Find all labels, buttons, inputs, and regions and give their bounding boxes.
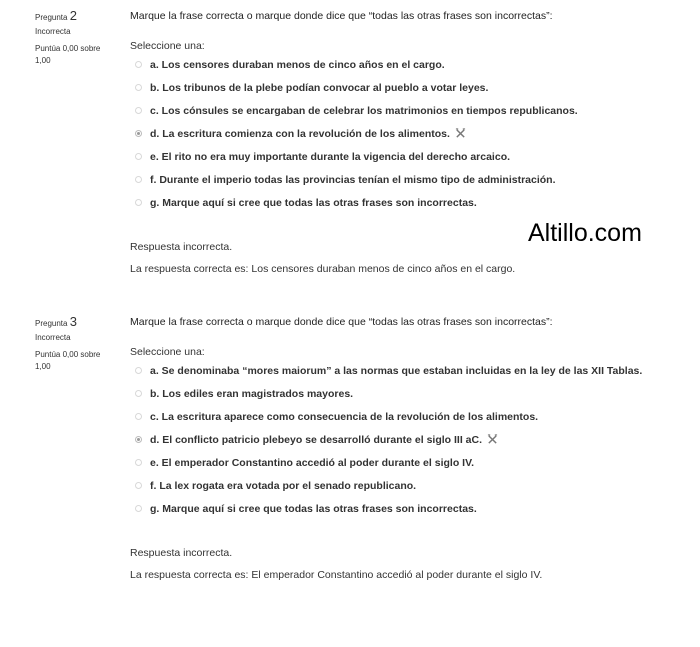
answer-option[interactable] (130, 53, 690, 76)
answer-prompt: Seleccione una: (130, 346, 205, 358)
answer-label: c. Los cónsules se encargaban de celebrar los matrimonios en tiempos republicanos. (150, 104, 578, 117)
radio-button[interactable] (135, 199, 142, 206)
radio-button[interactable] (135, 413, 142, 420)
answer-label: c. La escritura aparece como consecuencia de la revolución de los alimentos. (150, 410, 539, 423)
incorrect-x-icon (455, 128, 466, 139)
answer-label: d. La escritura comienza con la revolución de los alimentos. (150, 127, 450, 140)
question-number: Pregunta 3 (35, 314, 77, 329)
question-state: Incorrecta (35, 333, 71, 342)
question-grade: Puntúa 0,00 sobre 1,00 (35, 44, 101, 65)
answer-label: b. Los ediles eran magistrados mayores. (150, 387, 354, 400)
answer-label: b. Los tribunos de la plebe podían convocar al pueblo a votar leyes. (150, 81, 489, 94)
answer-option-selected[interactable] (130, 428, 690, 451)
question-info (35, 8, 125, 67)
radio-button[interactable] (135, 176, 142, 183)
incorrect-x-icon (487, 434, 498, 445)
answer-prompt: Seleccione una: (130, 40, 205, 52)
answer-label: a. Los censores duraban menos de cinco años en el cargo. (150, 58, 445, 71)
radio-button[interactable] (135, 505, 142, 512)
question-number: Pregunta 2 (35, 8, 77, 23)
question-content (130, 314, 690, 586)
watermark-logo: Altillo.com (528, 219, 642, 247)
answer-option[interactable] (130, 359, 690, 382)
answer-label: f. La lex rogata era votada por el senado republicano. (150, 479, 417, 492)
radio-button[interactable] (135, 459, 142, 466)
question-grade: Puntúa 0,00 sobre 1,00 (35, 350, 101, 371)
question-state: Incorrecta (35, 27, 71, 36)
answer-option[interactable] (130, 168, 690, 191)
answer-option-selected[interactable] (130, 122, 690, 145)
radio-button-checked[interactable] (135, 436, 142, 443)
radio-button[interactable] (135, 107, 142, 114)
radio-button[interactable] (135, 153, 142, 160)
answer-label: d. El conflicto patricio plebeyo se desarrolló durante el siglo III aC. (150, 433, 482, 446)
answer-option[interactable] (130, 382, 690, 405)
answer-label: e. El rito no era muy importante durante la vigencia del derecho arcaico. (150, 150, 511, 163)
answer-label: g. Marque aquí si cree que todas las otras frases son incorrectas. (150, 502, 477, 515)
feedback (130, 542, 690, 586)
radio-button[interactable] (135, 84, 142, 91)
answer-list (130, 359, 690, 520)
question-text: Marque la frase correcta o marque donde dice que “todas las otras frases son incorrectas”: (130, 316, 553, 328)
feedback-result: Respuesta incorrecta. (130, 547, 233, 559)
correct-answer-text: La respuesta correcta es: Los censores duraban menos de cinco años en el cargo. (130, 263, 516, 275)
answer-option[interactable] (130, 99, 690, 122)
answer-option[interactable] (130, 191, 690, 214)
answer-option[interactable] (130, 405, 690, 428)
question-info (35, 314, 125, 373)
answer-list (130, 53, 690, 214)
answer-label: e. El emperador Constantino accedió al poder durante el siglo IV. (150, 456, 475, 469)
radio-button[interactable] (135, 390, 142, 397)
radio-button[interactable] (135, 482, 142, 489)
answer-option[interactable] (130, 76, 690, 99)
answer-label: a. Se denominaba “mores maiorum” a las normas que estaban incluidas en la ley de las XII Tablas. (150, 364, 643, 377)
question-text: Marque la frase correcta o marque donde dice que “todas las otras frases son incorrectas”: (130, 10, 553, 22)
answer-option[interactable] (130, 497, 690, 520)
answer-label: f. Durante el imperio todas las provincias tenían el mismo tipo de administración. (150, 173, 556, 186)
answer-option[interactable] (130, 145, 690, 168)
answer-label: g. Marque aquí si cree que todas las otras frases son incorrectas. (150, 196, 477, 209)
radio-button[interactable] (135, 367, 142, 374)
correct-answer-text: La respuesta correcta es: El emperador Constantino accedió al poder durante el siglo IV. (130, 569, 543, 581)
answer-option[interactable] (130, 451, 690, 474)
feedback-result: Respuesta incorrecta. (130, 241, 233, 253)
radio-button[interactable] (135, 61, 142, 68)
answer-option[interactable] (130, 474, 690, 497)
radio-button-checked[interactable] (135, 130, 142, 137)
